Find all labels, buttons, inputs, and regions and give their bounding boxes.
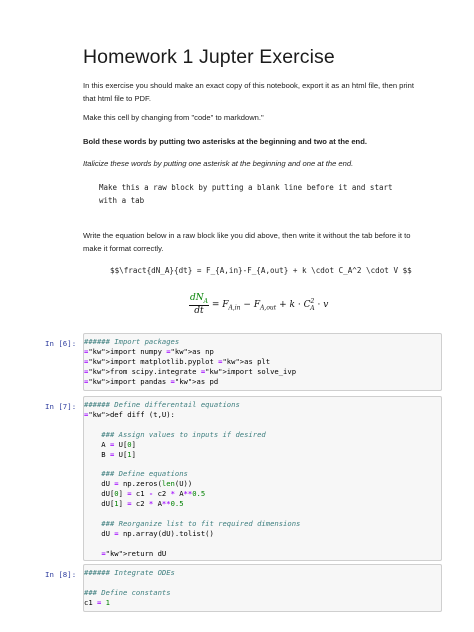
code-line: dU = np.array(dU).tolist() (84, 528, 214, 538)
markdown-note: Make this cell by changing from "code" to markdown." (83, 113, 264, 122)
equation-source: $$\fract{dN_A}{dt} = F_{A,in}-F_{A,out} + k \cdot C_A^2 \cdot V $$ (110, 266, 412, 275)
code-cell-content[interactable] (84, 337, 296, 387)
equation-note: Write the equation below in a raw block like you did above, then write it without the tab before it to make it format correctly. (83, 231, 411, 253)
code-line (84, 459, 300, 469)
code-line: ### Assign values to inputs if desired (84, 429, 266, 439)
code-cell-content[interactable] (84, 400, 300, 559)
notebook-title: Homework 1 Jupter Exercise (83, 46, 335, 68)
code-line: ###### Import packages (84, 337, 180, 346)
code-line: A = U[0] (84, 439, 136, 449)
code-cell-content[interactable] (84, 568, 175, 608)
code-line: c1 = 1 (84, 597, 110, 607)
code-line: ="kw">import pandas ="kw">as pd (84, 376, 219, 386)
cell-prompt: In [7]: (45, 402, 77, 411)
code-line (84, 509, 300, 519)
code-line: ="kw">import matplotlib.pyplot ="kw">as plt (84, 356, 271, 366)
code-line: ### Define equations (84, 469, 188, 479)
italic-note: Italicize these words by putting one asterisk at the beginning and one at the end. (83, 159, 354, 168)
code-line: ### Define constants (84, 587, 171, 597)
cell-prompt: In [8]: (45, 570, 77, 579)
code-line: ###### Integrate ODEs (84, 568, 175, 577)
code-line (84, 539, 300, 549)
bold-note: Bold these words by putting two asterisks at the beginning and two at the end. (83, 137, 367, 146)
rendered-equation: $\frac{dN_A}{dt}$ = $F_{A,in} - F_{A,out} + k \cdot C^2_A \cdot v$ (190, 293, 329, 316)
raw-block: Make this a raw block by putting a blank line before it and start with a tab (99, 183, 393, 205)
code-line: ="kw">from scipy.integrate ="kw">import solve_ivp (84, 366, 297, 376)
code-line: B = U[1] (84, 449, 136, 459)
code-line: ="kw">import numpy ="kw">as np (84, 346, 214, 356)
cell-prompt: In [6]: (45, 339, 77, 348)
code-line: ="kw">def diff (t,U): (84, 409, 175, 419)
code-line (84, 420, 300, 430)
code-line: ### Reorganize list to fit required dimensions (84, 518, 301, 528)
code-line: ="kw">return dU (101, 548, 167, 558)
code-line: ###### Define differentail equations (84, 400, 240, 409)
code-line: dU = np.zeros(len(U)) (84, 479, 193, 489)
intro-paragraph: In this exercise you should make an exact copy of this notebook, export it as an html file, then print that html file to PDF. (83, 81, 414, 103)
code-line: dU[0] = c1 - c2 * A**0.5 (84, 489, 206, 499)
code-line: dU[1] = c2 * A**0.5 (84, 499, 184, 509)
code-line (84, 578, 175, 588)
